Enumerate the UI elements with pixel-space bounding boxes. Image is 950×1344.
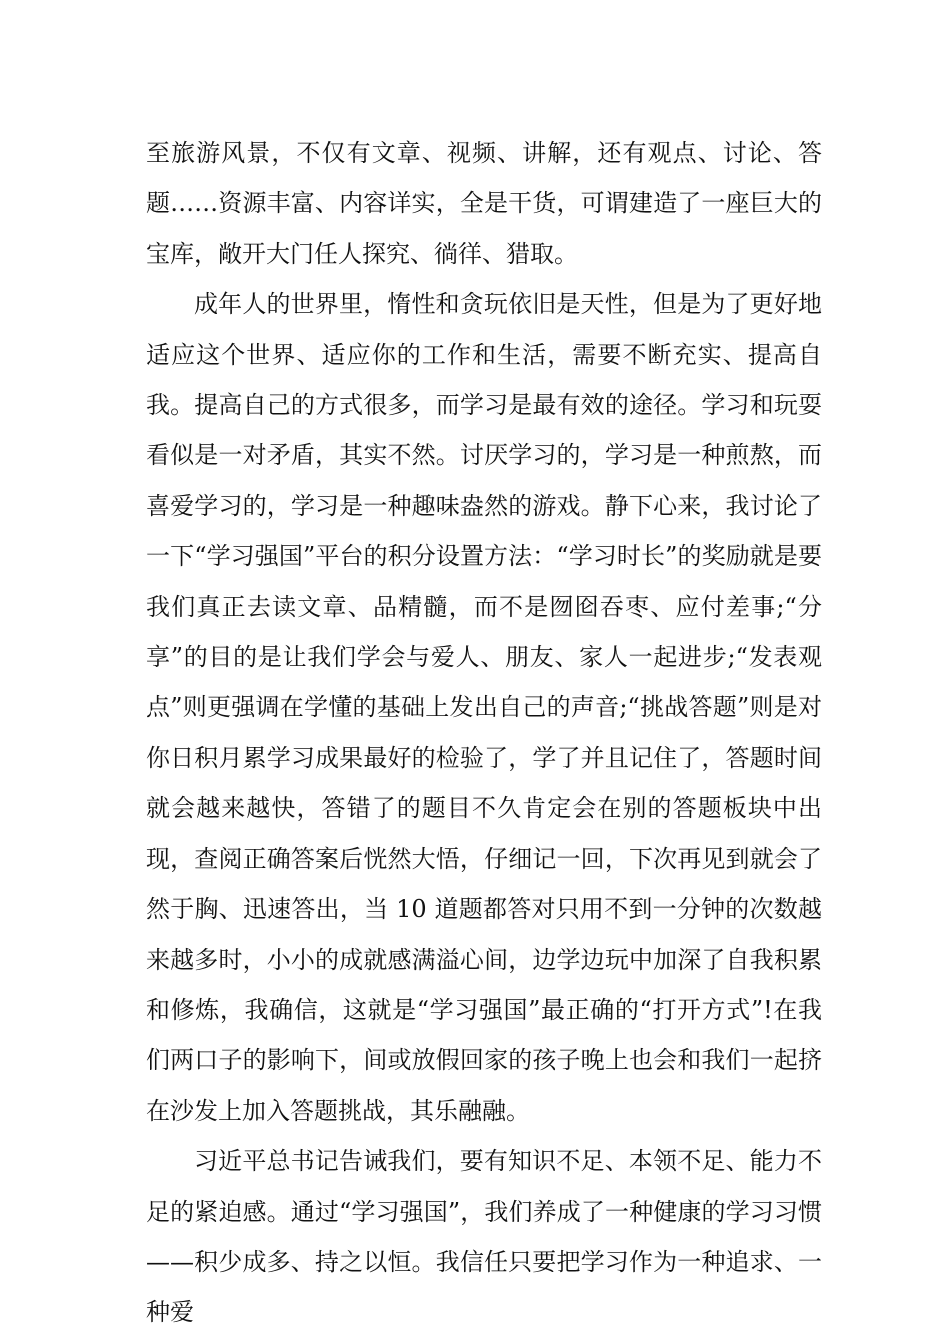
paragraph-2: 成年人的世界里，惰性和贪玩依旧是天性，但是为了更好地适应这个世界、适应你的工作和生活，需要不断充实、提高自我。提高自己的方式很多，而学习是最有效的途径。学习和玩耍看似是一对矛盾，其实不然。讨厌学习的，学习是一种煎熬，而喜爱学习的，学习是一种趣味盎然的游戏。静下心来，我讨论了一下“学习强国”平台的积分设置方法：“学习时长”的奖励就是要我们真正去读文章、品精髓，而不是囫囵吞枣、应付差事;“分享”的目的是让我们学会与爱人、朋友、家人一起进步;“发表观点”则更强调在学懂的基础上发出自己的声音;“挑战答题”则是对你日积月累学习成果最好的检验了，学了并且记住了，答题时间就会越来越快，答错了的题目不久肯定会在别的答题板块中出现，查阅正确答案后恍然大悟，仔细记一回，下次再见到就会了然于胸、迅速答出，当 10 道题都答对只用不到一分钟的次数越来越多时，小小的成就感满溢心间，边学边玩中加深了自我积累和修炼，我确信，这就是“学习强国”最正确的“打开方式”!在我们两口子的影响下，间或放假回家的孩子晚上也会和我们一起挤在沙发上加入答题挑战，其乐融融。 [146,290,822,1125]
paragraph-1: 至旅游风景，不仅有文章、视频、讲解，还有观点、讨论、答题……资源丰富、内容详实，全是干货，可谓建造了一座巨大的宝库，敞开大门任人探究、徜徉、猎取。 [146,139,822,268]
paragraph-3: 习近平总书记告诫我们，要有知识不足、本领不足、能力不足的紧迫感。通过“学习强国”，我们养成了一种健康的学习习惯——积少成多、持之以恒。我信任只要把学习作为一种追求、一种爱 [146,1147,822,1327]
document-body [146,128,822,1338]
